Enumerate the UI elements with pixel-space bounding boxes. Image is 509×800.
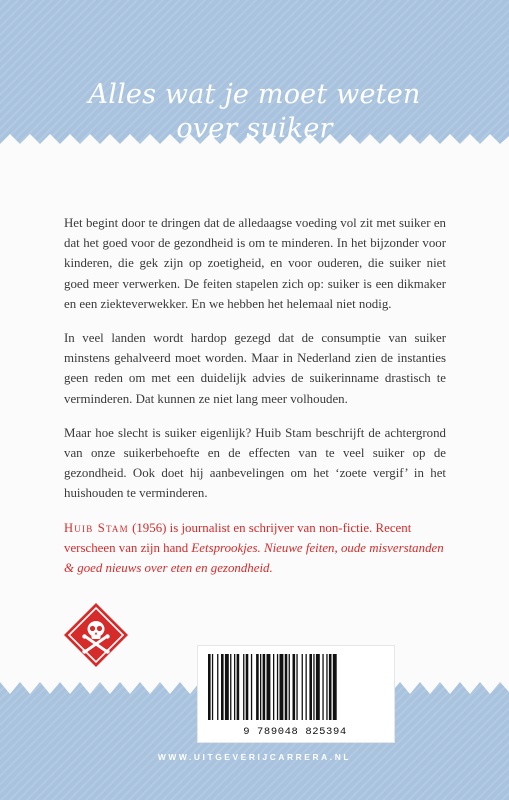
blurb-paragraph-2: In veel landen wordt hardop gezegd dat de consumptie van suiker minstens gehalveerd moet worden. Maar in Nederland zien de instanties geen reden om met een duidelijk advies de suikerinname drastisch te verminderen. Dat kunnen ze niet lang meer volhouden. xyxy=(64,331,446,406)
author-year: (1956) xyxy=(132,521,167,535)
skull-crossbones-icon xyxy=(63,602,129,668)
title-line-1: Alles wat je moet weten xyxy=(88,79,421,110)
author-book-title: Eetsprookjes. Nieuwe feiten, oude misverstanden & goed nieuws over eten en gezondheid. xyxy=(64,541,444,576)
isbn-barcode xyxy=(197,645,395,743)
blurb-text xyxy=(64,213,446,518)
barcode-bars xyxy=(206,654,386,724)
blurb-paragraph-1: Het begint door te dringen dat de alledaagse voeding vol zit met suiker en dat het goed voor de gezondheid is om te minderen. In het bijzonder voor kinderen, die gek zijn op zoetigheid, en voor ouderen, die suiker niet goed meer verwerken. De feiten stapelen zich op: suiker is een dikmaker en een ziekteverwekker. En we hebben het helemaal niet nodig. xyxy=(64,216,446,311)
author-bio xyxy=(64,518,446,579)
isbn-digits: 9 789048 825394 xyxy=(243,726,347,738)
author-name: Huib Stam xyxy=(64,521,129,535)
publisher-url: WWW.UITGEVERIJCARRERA.NL xyxy=(157,752,352,762)
blurb-paragraph-3: Maar hoe slecht is suiker eigenlijk? Huib Stam beschrijft de achtergrond van onze suikerbehoefte en de effecten van te veel suiker op de gezondheid. Ook doet hij aanbevelingen om het ‘zoete vergif’ in het huishouden te verminderen. xyxy=(64,425,446,501)
author-bio-text: is journalist en schrijver van non-fictie. Recent verscheen van zijn hand xyxy=(64,521,412,556)
cover-title xyxy=(0,78,509,146)
title-line-2: over suiker xyxy=(176,113,333,144)
